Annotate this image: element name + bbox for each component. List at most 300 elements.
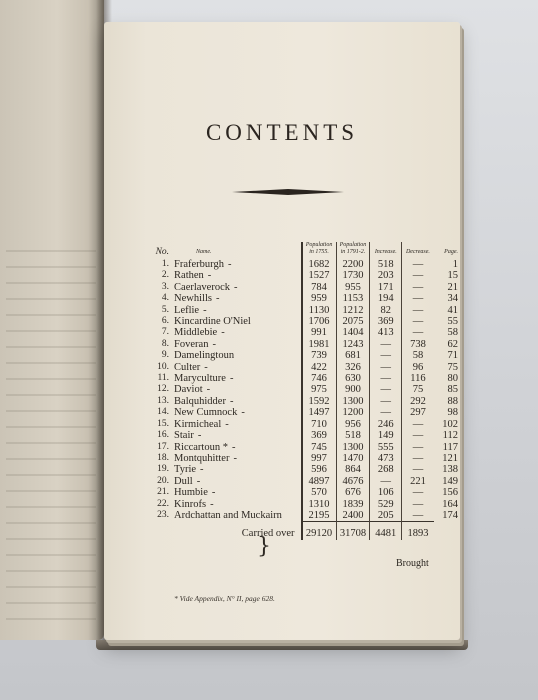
row-page-text: 55 bbox=[447, 316, 458, 328]
row-pop1791-text: 1404 bbox=[342, 327, 364, 339]
row-page-text: 164 bbox=[442, 498, 458, 510]
row-name bbox=[172, 510, 302, 522]
row-increase bbox=[370, 407, 402, 418]
leader-dash: - bbox=[233, 452, 237, 464]
header-decrease: Decrease. bbox=[402, 242, 434, 259]
row-number-text: 22. bbox=[157, 498, 170, 509]
row-page-text: 34 bbox=[447, 293, 458, 305]
row-number bbox=[147, 476, 172, 487]
row-decrease-text: 58 bbox=[412, 350, 424, 362]
row-decrease bbox=[402, 339, 434, 350]
row-pop1791 bbox=[336, 373, 370, 384]
table-row bbox=[147, 350, 460, 361]
row-decrease-text: — bbox=[412, 430, 424, 442]
table-row bbox=[147, 373, 460, 384]
row-page-text: 102 bbox=[442, 418, 458, 430]
leader-dash: - bbox=[196, 475, 201, 487]
table-row bbox=[147, 442, 460, 453]
row-decrease-text: — bbox=[412, 452, 424, 464]
total-page-blank bbox=[434, 522, 460, 540]
row-pop1755 bbox=[302, 373, 336, 384]
table-row bbox=[147, 499, 460, 510]
row-increase-text: 82 bbox=[380, 304, 392, 316]
row-pop1755-text: 422 bbox=[311, 361, 327, 373]
row-pop1791 bbox=[336, 464, 370, 475]
row-pop1755 bbox=[302, 430, 336, 441]
row-decrease bbox=[402, 487, 434, 498]
row-pop1755-text: 570 bbox=[311, 487, 327, 499]
row-pop1755 bbox=[302, 499, 336, 510]
row-page-text: 75 bbox=[447, 361, 458, 373]
row-increase bbox=[370, 316, 402, 327]
row-increase bbox=[370, 305, 402, 316]
row-name bbox=[172, 362, 302, 373]
row-page-text: 71 bbox=[447, 350, 458, 362]
row-name-text: Stair bbox=[174, 430, 194, 442]
row-increase-text: 194 bbox=[377, 293, 394, 305]
row-increase bbox=[370, 464, 402, 475]
row-increase bbox=[370, 270, 402, 281]
row-decrease-text: — bbox=[412, 418, 424, 430]
row-pop1791 bbox=[336, 305, 370, 316]
row-pop1755-text: 959 bbox=[311, 293, 327, 305]
total-increase: 4481 bbox=[370, 522, 402, 540]
row-pop1791 bbox=[336, 430, 370, 441]
row-decrease bbox=[402, 396, 434, 407]
row-number bbox=[147, 282, 172, 293]
row-pop1755-text: 745 bbox=[311, 441, 327, 453]
row-page bbox=[434, 384, 460, 395]
row-increase-text: 529 bbox=[377, 498, 394, 510]
row-page-text: 121 bbox=[442, 452, 458, 464]
row-pop1791-text: 4676 bbox=[342, 475, 364, 487]
row-pop1755-text: 1527 bbox=[308, 270, 330, 282]
ornament-rule-icon bbox=[232, 188, 344, 196]
row-pop1755-text: 596 bbox=[311, 464, 327, 476]
row-pop1755 bbox=[302, 442, 336, 453]
row-decrease bbox=[402, 327, 434, 338]
row-increase-text: — bbox=[380, 407, 392, 419]
row-pop1755 bbox=[302, 259, 336, 270]
row-name-text: Ardchattan and Muckairn bbox=[174, 510, 282, 522]
row-decrease bbox=[402, 419, 434, 430]
row-name-text: Damelingtoun bbox=[174, 350, 235, 362]
row-decrease bbox=[402, 442, 434, 453]
row-number bbox=[147, 373, 172, 384]
row-page-text: 62 bbox=[447, 338, 458, 350]
row-pop1755-text: 369 bbox=[311, 430, 327, 442]
row-increase bbox=[370, 453, 402, 464]
row-pop1755 bbox=[302, 464, 336, 475]
leader-dash: - bbox=[206, 384, 211, 396]
row-page bbox=[434, 293, 460, 304]
row-name-text: Dull bbox=[174, 475, 193, 487]
row-name-text: Newhills bbox=[174, 293, 212, 305]
row-name bbox=[172, 282, 302, 293]
row-name bbox=[172, 384, 302, 395]
row-pop1791 bbox=[336, 442, 370, 453]
row-number bbox=[147, 464, 172, 475]
row-increase-text: 106 bbox=[377, 487, 394, 499]
row-pop1755-text: 1682 bbox=[308, 259, 330, 270]
row-pop1791 bbox=[336, 270, 370, 281]
row-decrease bbox=[402, 464, 434, 475]
leader-dash: - bbox=[215, 293, 220, 305]
row-number-text: 11. bbox=[157, 373, 170, 384]
contents-table bbox=[147, 242, 460, 540]
row-pop1791 bbox=[336, 396, 370, 407]
row-increase bbox=[370, 442, 402, 453]
row-name-text: Humbie bbox=[174, 487, 208, 499]
total-label: Carried over bbox=[241, 528, 295, 540]
leader-dash: - bbox=[210, 498, 214, 510]
total-row bbox=[147, 522, 460, 540]
row-increase-text: 246 bbox=[377, 418, 394, 430]
header-increase: Increase. bbox=[370, 242, 402, 259]
header-pop1791: Population in 1791-2. bbox=[336, 242, 370, 259]
row-pop1791-text: 2075 bbox=[342, 316, 364, 328]
row-pop1755 bbox=[302, 384, 336, 395]
row-page bbox=[434, 362, 460, 373]
row-name bbox=[172, 339, 302, 350]
row-pop1755-text: 997 bbox=[311, 452, 327, 464]
row-decrease bbox=[402, 305, 434, 316]
row-name-text: Riccartoun * bbox=[174, 441, 228, 453]
row-page bbox=[434, 499, 460, 510]
row-page-text: 85 bbox=[447, 384, 458, 396]
row-pop1791-text: 630 bbox=[345, 373, 361, 385]
row-increase bbox=[370, 396, 402, 407]
row-increase-text: 268 bbox=[377, 464, 394, 476]
ornament-rule bbox=[232, 188, 344, 196]
row-name bbox=[172, 453, 302, 464]
row-pop1791-text: 676 bbox=[345, 487, 361, 499]
row-pop1755-text: 784 bbox=[311, 281, 327, 293]
row-pop1791-text: 1212 bbox=[342, 304, 364, 316]
row-pop1791 bbox=[336, 499, 370, 510]
row-page-text: 58 bbox=[447, 327, 458, 339]
row-page bbox=[434, 407, 460, 418]
row-number bbox=[147, 316, 172, 327]
row-name bbox=[172, 430, 302, 441]
row-number bbox=[147, 305, 172, 316]
row-pop1791-text: 681 bbox=[345, 350, 361, 362]
row-pop1791-text: 1300 bbox=[342, 441, 364, 453]
row-increase-text: 413 bbox=[377, 327, 394, 339]
row-decrease-text: — bbox=[412, 259, 424, 270]
row-decrease-text: — bbox=[412, 281, 424, 293]
table-row bbox=[147, 510, 460, 522]
row-name-text: Kirmicheal bbox=[174, 418, 222, 430]
row-increase bbox=[370, 499, 402, 510]
row-increase bbox=[370, 487, 402, 498]
row-pop1791 bbox=[336, 316, 370, 327]
row-number bbox=[147, 384, 172, 395]
row-increase-text: — bbox=[380, 384, 392, 396]
row-pop1755 bbox=[302, 282, 336, 293]
row-number-text: 23. bbox=[157, 510, 170, 521]
row-pop1755-text: 1981 bbox=[308, 338, 330, 350]
leader-dash: - bbox=[204, 361, 208, 373]
row-decrease-text: — bbox=[412, 316, 424, 328]
row-pop1755-text: 1497 bbox=[308, 407, 330, 419]
row-page-text: 1 bbox=[452, 259, 458, 270]
row-decrease bbox=[402, 350, 434, 361]
row-increase-text: 369 bbox=[377, 316, 394, 328]
table-row bbox=[147, 327, 460, 338]
row-increase-text: 171 bbox=[377, 281, 394, 293]
row-pop1755 bbox=[302, 453, 336, 464]
book-cover-edge bbox=[96, 640, 468, 650]
row-number bbox=[147, 362, 172, 373]
row-decrease bbox=[402, 384, 434, 395]
row-increase bbox=[370, 510, 402, 522]
row-number bbox=[147, 453, 172, 464]
row-number-text: 17. bbox=[157, 441, 170, 452]
header-name: Name. bbox=[196, 249, 212, 255]
row-name bbox=[172, 419, 302, 430]
row-page bbox=[434, 270, 460, 281]
row-page bbox=[434, 453, 460, 464]
table-row bbox=[147, 259, 460, 270]
leader-dash: - bbox=[221, 327, 225, 339]
row-name bbox=[172, 350, 302, 361]
row-name-text: Caerlaverock bbox=[174, 281, 230, 293]
row-increase bbox=[370, 384, 402, 395]
table-row bbox=[147, 464, 460, 475]
row-page bbox=[434, 510, 460, 522]
row-page-text: 149 bbox=[442, 475, 458, 487]
row-pop1791-text: 1153 bbox=[342, 293, 364, 305]
row-name bbox=[172, 316, 302, 327]
leader-dash: - bbox=[203, 304, 207, 316]
row-pop1791-text: 2400 bbox=[342, 509, 364, 521]
left-page bbox=[0, 0, 104, 640]
row-increase bbox=[370, 430, 402, 441]
table-row bbox=[147, 476, 460, 487]
row-number bbox=[147, 499, 172, 510]
row-page-text: 156 bbox=[442, 487, 458, 499]
total-decrease: 1893 bbox=[402, 522, 434, 540]
row-name bbox=[172, 487, 302, 498]
leader-dash: - bbox=[229, 395, 234, 407]
row-page-text: 88 bbox=[447, 395, 458, 407]
total-pop1755: 29120 bbox=[302, 522, 336, 540]
row-increase-text: — bbox=[380, 373, 392, 385]
row-number bbox=[147, 259, 172, 270]
row-page-text: 174 bbox=[442, 510, 458, 522]
row-pop1755 bbox=[302, 487, 336, 498]
row-number-text: 14. bbox=[157, 407, 170, 418]
leader-dash: - bbox=[231, 441, 236, 453]
row-name bbox=[172, 373, 302, 384]
row-decrease bbox=[402, 316, 434, 327]
row-pop1791-text: 1243 bbox=[342, 338, 364, 350]
table-row bbox=[147, 282, 460, 293]
row-decrease bbox=[402, 362, 434, 373]
row-number bbox=[147, 293, 172, 304]
row-name-text: Maryculture bbox=[174, 373, 226, 385]
row-name-text: Culter bbox=[174, 361, 201, 373]
table-row bbox=[147, 316, 460, 327]
row-increase bbox=[370, 476, 402, 487]
row-decrease-text: 96 bbox=[412, 361, 424, 373]
leader-dash: - bbox=[225, 418, 229, 430]
row-decrease bbox=[402, 510, 434, 522]
row-pop1755 bbox=[302, 327, 336, 338]
row-name bbox=[172, 293, 302, 304]
table-row bbox=[147, 384, 460, 395]
row-number-text: 1. bbox=[161, 259, 170, 269]
row-decrease bbox=[402, 430, 434, 441]
row-number-text: 13. bbox=[157, 395, 170, 406]
row-pop1755-text: 991 bbox=[311, 327, 327, 339]
table-row bbox=[147, 396, 460, 407]
row-decrease-text: — bbox=[412, 304, 424, 316]
row-pop1755 bbox=[302, 362, 336, 373]
row-number-text: 20. bbox=[157, 475, 170, 486]
row-number bbox=[147, 270, 172, 281]
row-pop1755 bbox=[302, 305, 336, 316]
row-pop1791 bbox=[336, 339, 370, 350]
row-increase-text: 518 bbox=[377, 259, 394, 270]
row-name-text: Kinrofs bbox=[174, 498, 207, 510]
row-name-text: Leflie bbox=[174, 304, 200, 316]
row-number bbox=[147, 487, 172, 498]
row-pop1755-text: 2195 bbox=[308, 509, 330, 521]
table-row bbox=[147, 293, 460, 304]
row-name bbox=[172, 305, 302, 316]
row-decrease-text: — bbox=[412, 498, 424, 510]
table-row bbox=[147, 419, 460, 430]
leader-dash: - bbox=[211, 487, 216, 499]
row-name-text: Montquhitter bbox=[174, 452, 230, 464]
row-pop1755-text: 1130 bbox=[308, 304, 330, 316]
row-increase-text: 203 bbox=[377, 270, 394, 282]
row-pop1791 bbox=[336, 476, 370, 487]
row-increase-text: — bbox=[380, 395, 392, 407]
row-increase-text: 149 bbox=[377, 430, 394, 442]
row-page bbox=[434, 350, 460, 361]
row-increase bbox=[370, 327, 402, 338]
row-decrease-text: 292 bbox=[410, 395, 426, 407]
row-pop1755-text: 739 bbox=[311, 350, 327, 362]
row-decrease bbox=[402, 270, 434, 281]
header-pop1755: Population in 1755. bbox=[302, 242, 336, 259]
row-page-text: 98 bbox=[447, 407, 458, 419]
row-pop1791 bbox=[336, 419, 370, 430]
footnote: * Vide Appendix, N° II, page 628. bbox=[174, 594, 275, 603]
row-page-text: 138 bbox=[442, 464, 458, 476]
leader-dash: - bbox=[228, 259, 232, 270]
row-name bbox=[172, 476, 302, 487]
row-number-text: 2. bbox=[161, 270, 170, 281]
leader-dash: - bbox=[241, 407, 245, 419]
row-name bbox=[172, 442, 302, 453]
row-pop1755 bbox=[302, 270, 336, 281]
row-number-text: 16. bbox=[157, 430, 170, 441]
row-number-text: 8. bbox=[161, 338, 170, 349]
row-pop1791-text: 518 bbox=[345, 430, 361, 442]
row-name bbox=[172, 396, 302, 407]
row-pop1791 bbox=[336, 384, 370, 395]
row-increase bbox=[370, 362, 402, 373]
row-increase-text: 555 bbox=[377, 441, 394, 453]
row-pop1791 bbox=[336, 362, 370, 373]
table-row bbox=[147, 339, 460, 350]
table-row bbox=[147, 407, 460, 418]
row-pop1791 bbox=[336, 293, 370, 304]
left-page-ghost-text bbox=[6, 250, 96, 630]
row-increase-text: 473 bbox=[377, 452, 394, 464]
page-title: CONTENTS bbox=[205, 120, 359, 145]
row-pop1791 bbox=[336, 327, 370, 338]
row-page-text: 15 bbox=[447, 270, 458, 282]
row-name-text: Rathen bbox=[174, 270, 204, 282]
row-number-text: 12. bbox=[157, 384, 170, 395]
row-decrease bbox=[402, 259, 434, 270]
row-pop1755 bbox=[302, 476, 336, 487]
row-pop1755 bbox=[302, 510, 336, 522]
row-number bbox=[147, 350, 172, 361]
table-row bbox=[147, 270, 460, 281]
row-page-text: 41 bbox=[447, 304, 458, 316]
row-number bbox=[147, 419, 172, 430]
row-decrease-text: 75 bbox=[412, 384, 424, 396]
row-number bbox=[147, 407, 172, 418]
leader-dash: - bbox=[207, 270, 212, 282]
row-pop1755 bbox=[302, 419, 336, 430]
row-pop1791-text: 956 bbox=[345, 418, 361, 430]
row-page-text: 112 bbox=[442, 430, 458, 442]
row-page-text: 117 bbox=[442, 441, 458, 453]
row-pop1755-text: 1592 bbox=[308, 395, 330, 407]
row-name bbox=[172, 464, 302, 475]
row-name bbox=[172, 327, 302, 338]
row-increase-text: — bbox=[380, 338, 392, 350]
row-decrease-text: 221 bbox=[410, 475, 426, 487]
row-page bbox=[434, 442, 460, 453]
row-decrease-text: — bbox=[412, 293, 424, 305]
row-increase-text: — bbox=[380, 350, 392, 362]
row-pop1755 bbox=[302, 339, 336, 350]
table-header-row bbox=[147, 242, 460, 259]
row-decrease-text: — bbox=[412, 270, 424, 282]
row-decrease-text: — bbox=[412, 464, 424, 476]
brace-glyph: } bbox=[257, 534, 271, 559]
row-page bbox=[434, 419, 460, 430]
row-decrease-text: — bbox=[412, 327, 424, 339]
row-number bbox=[147, 510, 172, 522]
row-pop1791 bbox=[336, 282, 370, 293]
row-page-text: 80 bbox=[447, 373, 458, 385]
leader-dash: - bbox=[197, 430, 202, 442]
row-pop1791 bbox=[336, 487, 370, 498]
row-decrease-text: — bbox=[412, 509, 424, 521]
row-pop1755-text: 975 bbox=[311, 384, 327, 396]
row-decrease-text: 738 bbox=[410, 338, 426, 350]
book-page bbox=[104, 22, 460, 640]
row-page bbox=[434, 430, 460, 441]
row-increase bbox=[370, 373, 402, 384]
row-pop1791-text: 1730 bbox=[342, 270, 364, 282]
row-name-text: New Cumnock bbox=[174, 407, 238, 419]
row-pop1791-text: 1200 bbox=[342, 407, 364, 419]
row-pop1755-text: 710 bbox=[311, 418, 327, 430]
row-pop1755 bbox=[302, 396, 336, 407]
row-pop1791 bbox=[336, 453, 370, 464]
row-increase bbox=[370, 282, 402, 293]
